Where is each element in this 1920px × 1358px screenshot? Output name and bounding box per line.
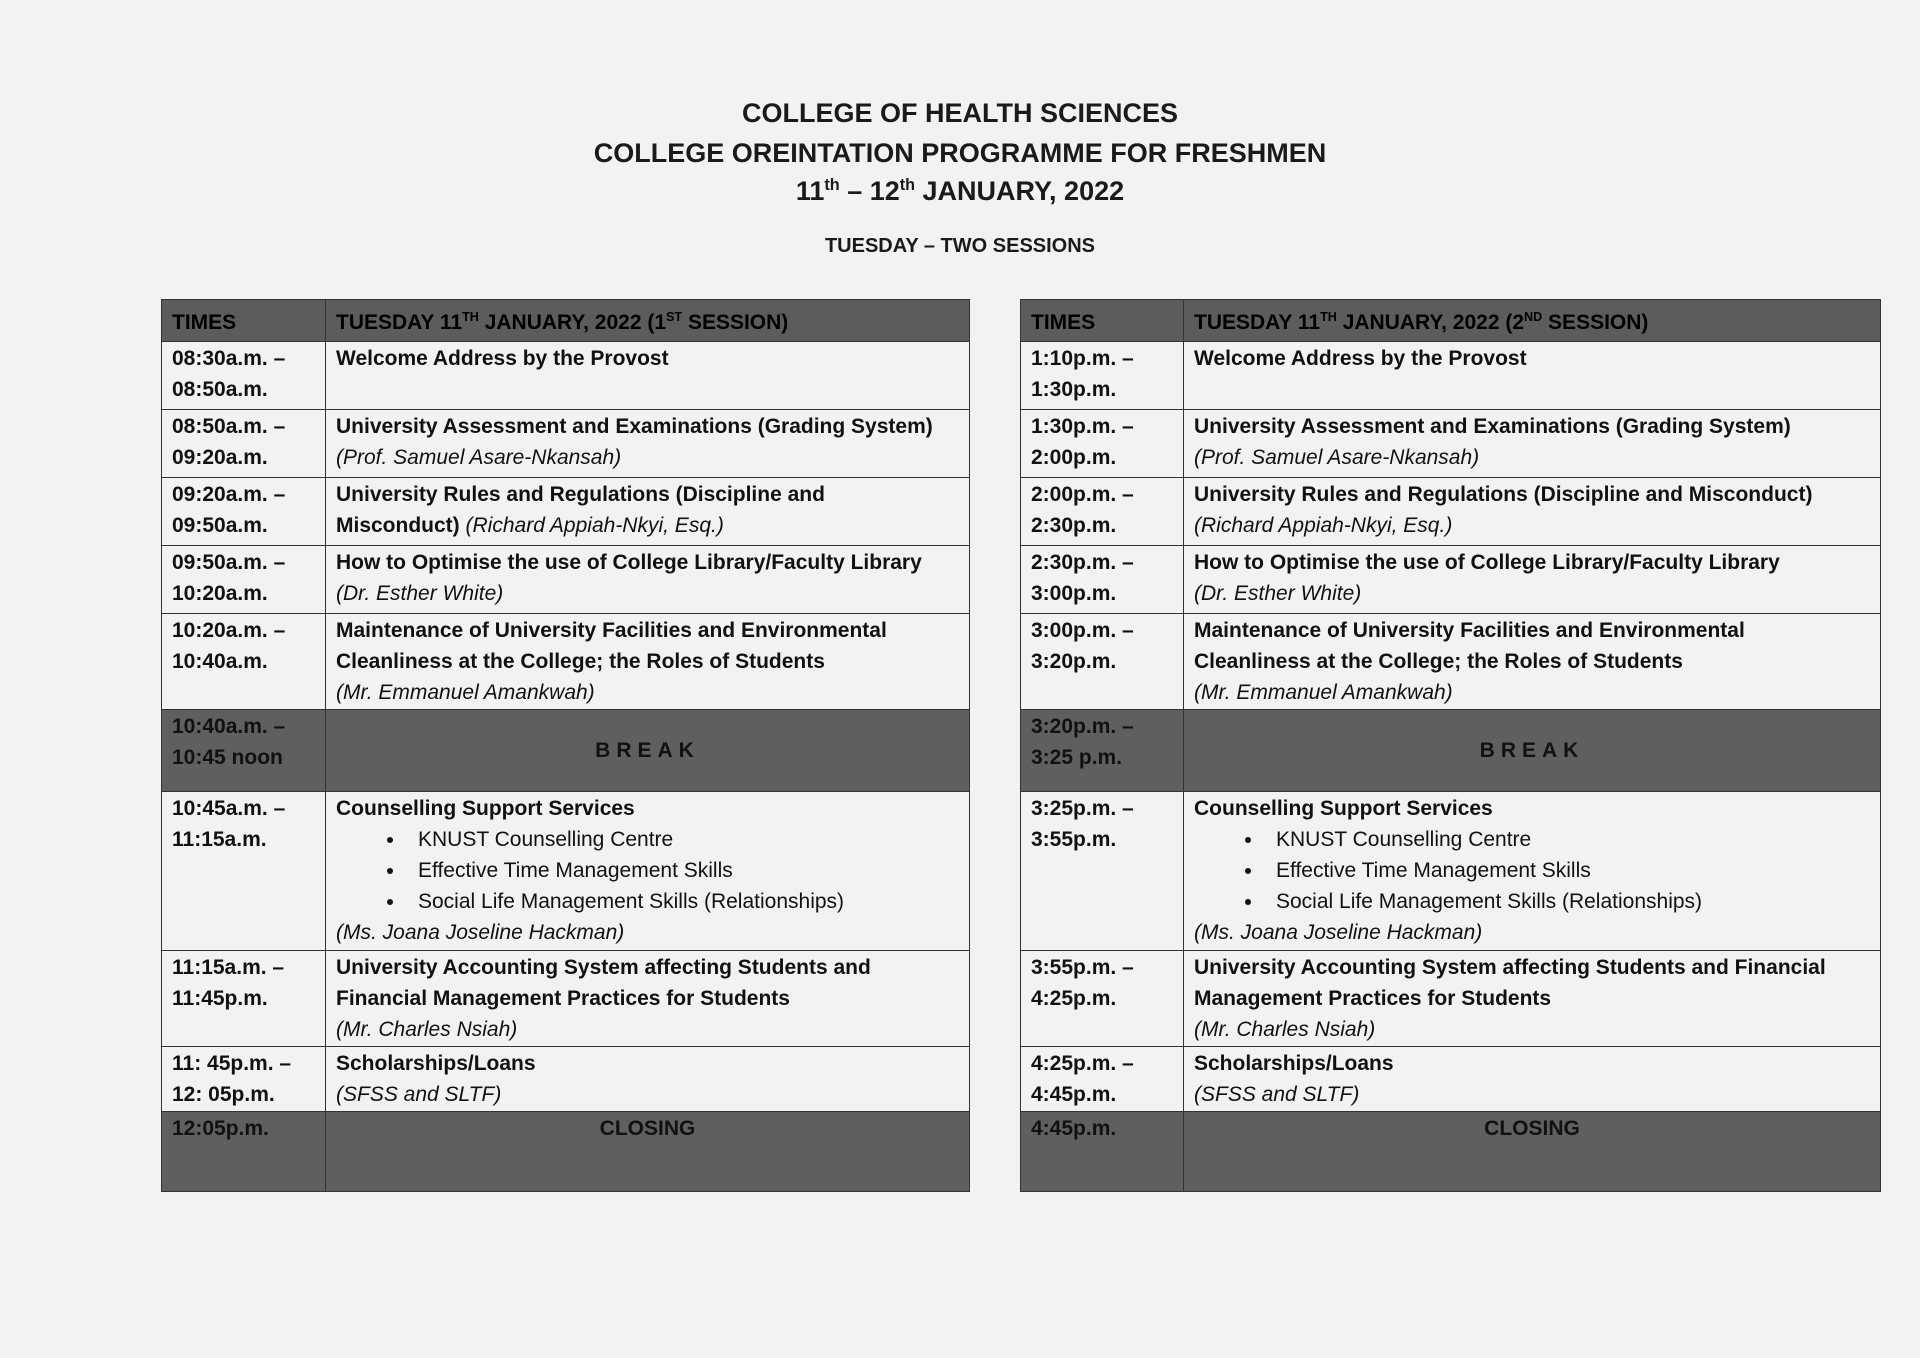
session-column-header: TUESDAY 11TH JANUARY, 2022 (2ND SESSION) [1184, 300, 1881, 342]
time-cell: 09:50a.m. – 10:20a.m. [162, 546, 326, 614]
list-item: • Social Life Management Skills (Relationships) [1264, 886, 1870, 917]
table-row [162, 410, 970, 478]
time-cell: 1:30p.m. – 2:00p.m. [1021, 410, 1184, 478]
table-row [162, 951, 970, 1047]
activity-cell: University Rules and Regulations (Discipline and Misconduct) (Richard Appiah-Nkyi, Esq.) [326, 478, 970, 546]
times-column-header: TIMES [1021, 300, 1184, 342]
activity-cell: Maintenance of University Facilities and Environmental Cleanliness at the College; the Roles of Students (Mr. Emmanuel Amankwah) [1184, 614, 1881, 710]
table-row [1021, 410, 1881, 478]
activity-cell: University Accounting System affecting Students and Financial Management Practices for Students (Mr. Charles Nsiah) [1184, 951, 1881, 1047]
time-cell: 11: 45p.m. – 12: 05p.m. [162, 1047, 326, 1112]
table-row [162, 342, 970, 410]
time-cell: 10:40a.m. – 10:45 noon [162, 710, 326, 792]
time-cell: 11:15a.m. – 11:45p.m. [162, 951, 326, 1047]
activity-cell: University Rules and Regulations (Discipline and Misconduct) (Richard Appiah-Nkyi, Esq.) [1184, 478, 1881, 546]
activity-cell: University Accounting System affecting Students and Financial Management Practices for Students (Mr. Charles Nsiah) [326, 951, 970, 1047]
activity-cell: Welcome Address by the Provost [1184, 342, 1881, 410]
table-row [1021, 792, 1881, 951]
list-item: • Effective Time Management Skills [406, 855, 959, 886]
programme-title: COLLEGE OREINTATION PROGRAMME FOR FRESHMEN [593, 138, 1327, 168]
session2-table [1020, 299, 1881, 1192]
list-item: • KNUST Counselling Centre [406, 824, 959, 855]
activity-cell: University Assessment and Examinations (Grading System) (Prof. Samuel Asare-Nkansah) [1184, 410, 1881, 478]
day-subtitle: TUESDAY – TWO SESSIONS [824, 235, 1096, 257]
activity-cell: University Assessment and Examinations (Grading System) (Prof. Samuel Asare-Nkansah) [326, 410, 970, 478]
break-row [1021, 710, 1881, 792]
table-row [162, 1047, 970, 1112]
time-cell: 4:45p.m. [1021, 1112, 1184, 1192]
table-row [1021, 546, 1881, 614]
table-row [162, 478, 970, 546]
table-row [1021, 478, 1881, 546]
bullet-list [1194, 824, 1870, 917]
time-cell: 2:30p.m. – 3:00p.m. [1021, 546, 1184, 614]
closing-label: CLOSING [326, 1112, 970, 1192]
break-label: BREAK [326, 710, 970, 792]
activity-cell: How to Optimise the use of College Library/Faculty Library (Dr. Esther White) [1184, 546, 1881, 614]
time-cell: 3:55p.m. – 4:25p.m. [1021, 951, 1184, 1047]
activity-cell: Welcome Address by the Provost [326, 342, 970, 410]
time-cell: 09:20a.m. – 09:50a.m. [162, 478, 326, 546]
time-cell: 10:45a.m. – 11:15a.m. [162, 792, 326, 951]
list-item: • KNUST Counselling Centre [1264, 824, 1870, 855]
table-row [1021, 342, 1881, 410]
time-cell: 4:25p.m. – 4:45p.m. [1021, 1047, 1184, 1112]
table-row [162, 792, 970, 951]
programme-dates: 11th – 12th JANUARY, 2022 [795, 176, 1125, 206]
table-row [162, 546, 970, 614]
time-cell: 3:00p.m. – 3:20p.m. [1021, 614, 1184, 710]
closing-label: CLOSING [1184, 1112, 1881, 1192]
break-row [162, 710, 970, 792]
session1-table [161, 299, 970, 1192]
session-column-header: TUESDAY 11TH JANUARY, 2022 (1ST SESSION) [326, 300, 970, 342]
list-item: • Social Life Management Skills (Relationships) [406, 886, 959, 917]
table-header-row [162, 300, 970, 342]
table-header-row [1021, 300, 1881, 342]
time-cell: 08:50a.m. – 09:20a.m. [162, 410, 326, 478]
activity-cell: Counselling Support Services • KNUST Counselling Centre • Effective Time Management Skills • Social Life Management Skills (Relationships) (Ms. Joana Joseline Hackman) [326, 792, 970, 951]
table-row [1021, 1047, 1881, 1112]
table-row [1021, 614, 1881, 710]
break-label: BREAK [1184, 710, 1881, 792]
college-name: COLLEGE OF HEALTH SCIENCES [741, 98, 1179, 128]
time-cell: 10:20a.m. – 10:40a.m. [162, 614, 326, 710]
time-cell: 3:20p.m. – 3:25 p.m. [1021, 710, 1184, 792]
closing-row [162, 1112, 970, 1192]
activity-cell: Counselling Support Services • KNUST Counselling Centre • Effective Time Management Skills • Social Life Management Skills (Relationships) (Ms. Joana Joseline Hackman) [1184, 792, 1881, 951]
activity-cell: Maintenance of University Facilities and Environmental Cleanliness at the College; the Roles of Students (Mr. Emmanuel Amankwah) [326, 614, 970, 710]
time-cell: 3:25p.m. – 3:55p.m. [1021, 792, 1184, 951]
activity-cell: Scholarships/Loans (SFSS and SLTF) [326, 1047, 970, 1112]
bullet-list [336, 824, 959, 917]
table-row [1021, 951, 1881, 1047]
time-cell: 08:30a.m. – 08:50a.m. [162, 342, 326, 410]
time-cell: 1:10p.m. – 1:30p.m. [1021, 342, 1184, 410]
list-item: • Effective Time Management Skills [1264, 855, 1870, 886]
time-cell: 2:00p.m. – 2:30p.m. [1021, 478, 1184, 546]
time-cell: 12:05p.m. [162, 1112, 326, 1192]
closing-row [1021, 1112, 1881, 1192]
activity-cell: How to Optimise the use of College Library/Faculty Library (Dr. Esther White) [326, 546, 970, 614]
times-column-header: TIMES [162, 300, 326, 342]
table-row [162, 614, 970, 710]
activity-cell: Scholarships/Loans (SFSS and SLTF) [1184, 1047, 1881, 1112]
